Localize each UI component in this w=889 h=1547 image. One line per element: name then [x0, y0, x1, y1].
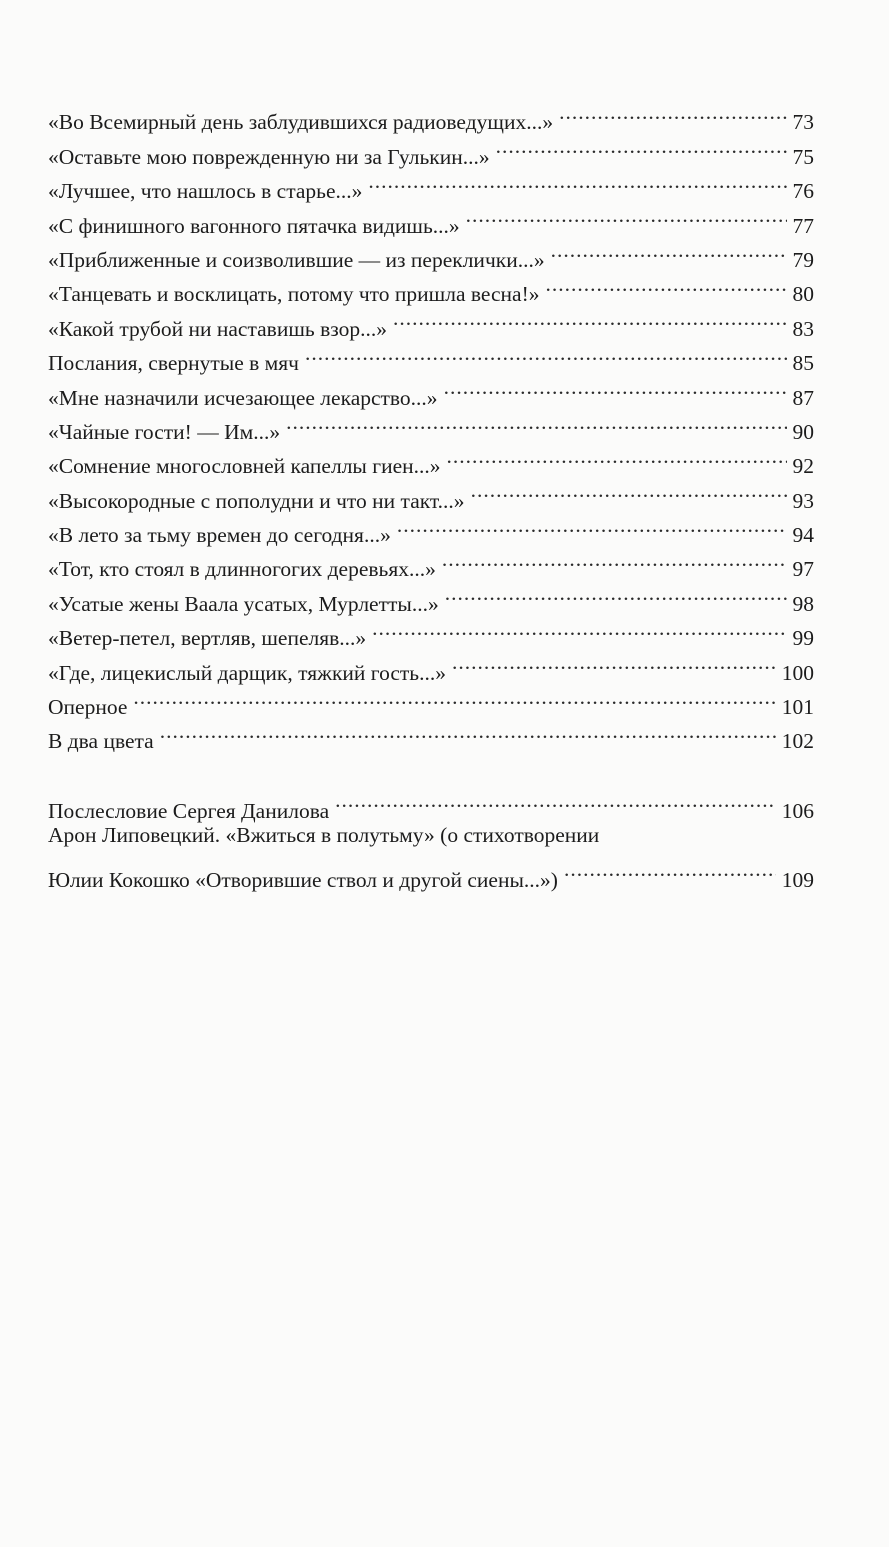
- toc-entry-title-line1: Арон Липовецкий. «Вжиться в полутьму» (о стихотворении: [48, 822, 600, 847]
- toc-entry-title: «Тот, кто стоял в длинногогих деревьях...»: [48, 557, 436, 582]
- toc-entry-title: «С финишного вагонного пятачка видишь...»: [48, 213, 460, 238]
- dot-leader: [133, 680, 775, 714]
- dot-leader: [564, 852, 776, 886]
- dot-leader: [444, 370, 787, 404]
- dot-leader: [496, 129, 787, 163]
- toc-entry-title: «Где, лицекислый дарщик, тяжкий гость...»: [48, 660, 446, 685]
- toc-entry-title: «Высокородные с пополудни и что ни такт...»: [48, 488, 465, 513]
- dot-leader: [559, 95, 786, 129]
- toc-entry-title: «Во Всемирный день заблудившихся радиоведущих...»: [48, 110, 554, 135]
- dot-leader: [397, 508, 787, 542]
- toc-entry-title: Оперное: [48, 695, 128, 720]
- toc-entry-page: 109: [781, 867, 814, 892]
- dot-leader: [447, 439, 787, 473]
- toc-entry-page: 85: [792, 351, 814, 376]
- toc-entry: [48, 680, 814, 720]
- toc-entry-title: «Сомнение многословней капеллы гиен...»: [48, 454, 441, 479]
- toc-entry-title: Послесловие Сергея Данилова: [48, 798, 330, 823]
- toc-entry-page: 90: [792, 419, 814, 444]
- dot-leader: [546, 267, 787, 301]
- toc-entry-title: Послания, свернутые в мяч: [48, 351, 299, 376]
- dot-leader: [471, 473, 787, 507]
- toc-entry-page: 79: [792, 247, 814, 272]
- toc-entry-title: «Ветер-петел, вертляв, шепеляв...»: [48, 626, 367, 651]
- toc-entry-title: «Приближенные и соизволившие — из переклички...»: [48, 247, 545, 272]
- dot-leader: [286, 405, 786, 439]
- toc-entry-title: «Какой трубой ни наставишь взор...»: [48, 316, 387, 341]
- dot-leader: [393, 301, 787, 335]
- toc-entry-page: 75: [792, 144, 814, 169]
- dot-leader: [372, 611, 786, 645]
- toc-entry-page: 98: [792, 591, 814, 616]
- toc-entry-title: «Чайные гости! — Им...»: [48, 419, 281, 444]
- dot-leader: [335, 783, 776, 817]
- toc-entry-page: 97: [792, 557, 814, 582]
- toc-entry-page: 101: [781, 695, 814, 720]
- table-of-contents: [48, 95, 814, 892]
- dot-leader: [442, 542, 787, 576]
- toc-entry: [48, 95, 814, 135]
- dot-leader: [466, 198, 787, 232]
- toc-entry-page: 93: [792, 488, 814, 513]
- toc-entry-title: «Лучшее, что нашлось в старье...»: [48, 179, 363, 204]
- toc-entry-essay-line2: [48, 852, 814, 892]
- dot-leader: [551, 233, 787, 267]
- dot-leader: [452, 645, 776, 679]
- toc-entry: [48, 714, 814, 754]
- toc-entry-page: 76: [792, 179, 814, 204]
- toc-entries: [48, 95, 814, 754]
- toc-entry-afterword: [48, 783, 814, 823]
- dot-leader: [305, 336, 787, 370]
- toc-entry-title-line2: Юлии Кокошко «Отворившие ствол и другой сиены...»): [48, 867, 558, 892]
- toc-entry-page: 87: [792, 385, 814, 410]
- toc-entry-essay: [48, 818, 814, 892]
- toc-entry-title: «Танцевать и восклицать, потому что пришла весна!»: [48, 282, 540, 307]
- toc-entry-page: 73: [792, 110, 814, 135]
- toc-entry-title: «В лето за тьму времен до сегодня...»: [48, 523, 391, 548]
- toc-entry-title: «Усатые жены Ваала усатых, Мурлетты...»: [48, 591, 439, 616]
- toc-entry-page: 102: [781, 729, 814, 754]
- toc-entry-title: «Оставьте мою поврежденную ни за Гулькин...»: [48, 144, 490, 169]
- toc-entry-page: 106: [781, 798, 814, 823]
- toc-entry-title: В два цвета: [48, 729, 154, 754]
- toc-entry-page: 80: [792, 282, 814, 307]
- dot-leader: [368, 164, 786, 198]
- toc-entry-page: 94: [792, 523, 814, 548]
- dot-leader: [445, 576, 787, 610]
- section-gap: [48, 748, 814, 783]
- toc-entry-page: 92: [792, 454, 814, 479]
- toc-entry-title: «Мне назначили исчезающее лекарство...»: [48, 385, 438, 410]
- dot-leader: [160, 714, 776, 748]
- toc-entry-page: 99: [792, 626, 814, 651]
- toc-entry-page: 83: [792, 316, 814, 341]
- toc-entry-page: 100: [781, 660, 814, 685]
- toc-entry-page: 77: [792, 213, 814, 238]
